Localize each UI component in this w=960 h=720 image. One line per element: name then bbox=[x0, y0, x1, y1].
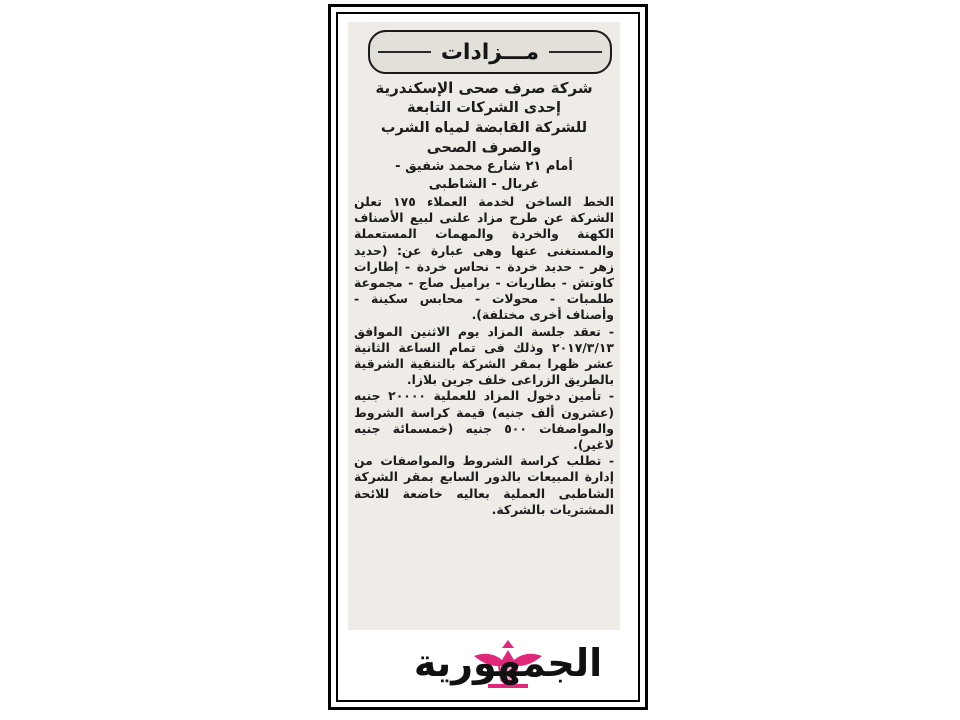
company-affiliation-line-2: للشركة القابضة لمياه الشرب bbox=[380, 120, 588, 136]
newspaper-logo bbox=[398, 632, 618, 694]
newspaper-clipping bbox=[348, 22, 620, 630]
clipping-title: مـــزادات bbox=[431, 40, 549, 65]
announcement-body bbox=[354, 78, 614, 518]
title-banner bbox=[368, 30, 612, 74]
company-affiliation-line-1: إحدى الشركات التابعة bbox=[406, 100, 562, 116]
company-affiliation-line-3: والصرف الصحى bbox=[426, 140, 542, 156]
announcement-paragraph-3: - تأمين دخول المزاد للعملية ٢٠٠٠٠ جنيه (عشرون ألف جنيه) قيمة كراسة الشروط والمواصفات ٥٠٠ جنيه (خمسمائة جنيه لاغير). bbox=[354, 388, 615, 453]
company-address-line-1: أمام ٢١ شارع محمد شفيق - bbox=[395, 159, 573, 174]
company-name: شركة صرف صحى الإسكندرية bbox=[375, 79, 593, 97]
newspaper-name: الجمهورية bbox=[413, 641, 603, 685]
announcement-paragraph-2: - تعقد جلسة المزاد يوم الاثنين الموافق ٢٠١٧/٣/١٣ وذلك فى تمام الساعة الثانية عشر ظهرا بمقر الشركة بالتنقية الشرقية بالطريق الزراعى خلف جرين بلازا. bbox=[354, 323, 614, 388]
inner-frame bbox=[336, 12, 640, 702]
announcement-paragraph-4: - تطلب كراسة الشروط والمواصفات من إدارة المبيعات بالدور السابع بمقر الشركة الشاطبى العملية بعاليه خاضعة للائحة المشتريات بالشركة. bbox=[354, 453, 614, 517]
announcement-paragraph-1: الخط الساخن لخدمة العملاء ١٧٥ تعلن الشركة عن طرح مزاد علنى لبيع الأصناف الكهنة والخردة والمهمات المستعملة والمستغنى عنها وهى عبارة عن: (حديد زهر - حديد خردة - نحاس خردة - إطارات كاوتش - بطاريات - براميل صاج - مجموعة طلمبات - محولات - محابس سكينة - وأصناف أخرى مختلفة). bbox=[354, 194, 614, 323]
company-address-line-2: غربال - الشاطبى bbox=[428, 177, 540, 192]
